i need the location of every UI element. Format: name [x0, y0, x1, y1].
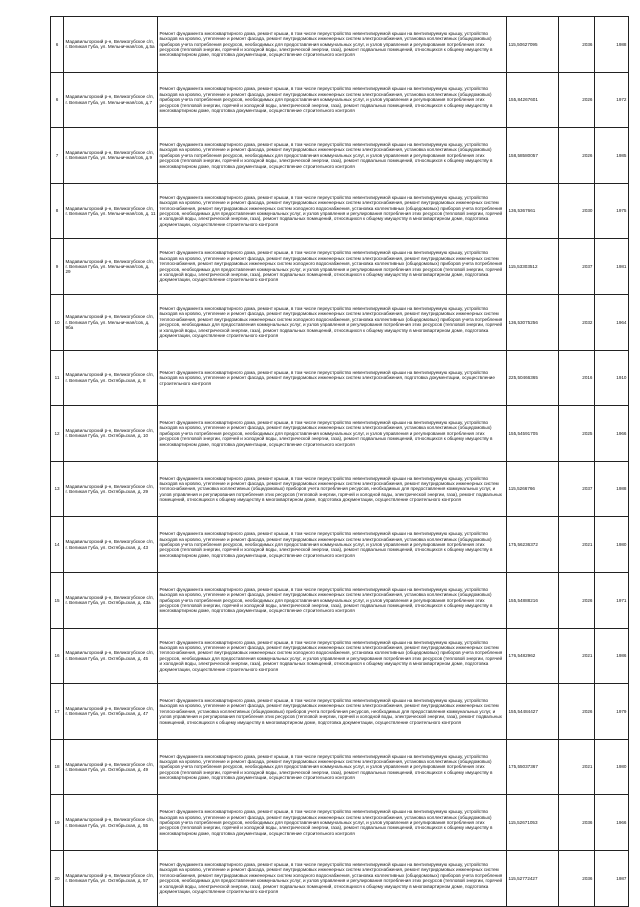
cost-cell: 115,5266766: [507, 461, 559, 517]
cost-cell: 115,52772427: [507, 850, 559, 906]
row-number: 7: [51, 128, 64, 184]
built-year-cell: 1980: [595, 517, 629, 573]
capital-repair-table: [50, 16, 629, 907]
row-number: 15: [51, 572, 64, 628]
row-number: 17: [51, 684, 64, 740]
table-row: [51, 17, 629, 73]
table-row: [51, 128, 629, 184]
works-cell: Ремонт фундамента многоквартирного дома, ремонт крыши, в том числе переустройство невентилируемой крыши на вентилируемую крышу, устройство выходов на кровлю, утепление и ремонт фасада, ремонт внутридомовых инженерных систем электроснабжения, установка коллективных (общедомовых) приборов учета потребления ресурсов, необходимых для предоставления коммунальных услуг, и узлов управления и регулирования потребления этих ресурсов (тепловой энергии, горячей и холодной воды, электрической энергии, газа), ремонт подвальных помещений, относящихся к общему имуществу в многоквартирном доме, подготовка документации, осуществление строительного контроля: [158, 406, 507, 462]
works-cell: Ремонт фундамента многоквартирного дома, ремонт крыши, в том числе переустройство невентилируемой крыши на вентилируемую крышу, устройство выходов на кровлю, утепление и ремонт фасада, ремонт внутридомовых инженерных систем электроснабжения, ремонт внутридомовых инженерных систем теплоснабжения, ремонт внутридомовых инженерных систем холодного водоснабжения, установка коллективных (общедомовых) приборов учета потребления ресурсов, необходимых для предоставления коммунальных услуг, и узлов управления и регулирования потребления этих ресурсов (тепловой энергии, горячей и холодной воды, электрической энергии, газа), ремонт подвальных помещений, относящихся к общему имуществу в многоквартирном доме, подготовка документации, осуществление строительного контроля: [158, 239, 507, 295]
table-row: [51, 294, 629, 350]
works-cell: Ремонт фундамента многоквартирного дома, ремонт крыши, в том числе переустройство невентилируемой крыши на вентилируемую крышу, устройство выходов на кровлю, утепление и ремонт фасада, ремонт внутридомовых инженерных систем электроснабжения, установка коллективных (общедомовых) приборов учета потребления ресурсов, необходимых для предоставления коммунальных услуг, и узлов управления и регулирования потребления этих ресурсов (тепловой энергии, горячей и холодной воды, электрической энергии, газа), ремонт подвальных помещений, относящихся к общему имуществу в многоквартирном доме, подготовка документации, осуществление строительного контроля: [158, 517, 507, 573]
address-cell: Мадавильгорский р-н, Великогубское с/п, г. Великая Губа, ул. Октябрьская, д. 8: [64, 350, 158, 406]
planned-year-cell: 2036: [559, 850, 595, 906]
works-cell: Ремонт фундамента многоквартирного дома, ремонт крыши, в том числе переустройство невентилируемой крыши на вентилируемую крышу, устройство выходов на кровлю, утепление и ремонт фасада, ремонт внутридомовых инженерных систем электроснабжения, ремонт внутридомовых инженерных систем теплоснабжения, установка коллективных (общедомовых) приборов учета потребления ресурсов, необходимых для предоставления коммунальных услуг, и узлов управления и регулирования потребления этих ресурсов (тепловой энергии, горячей и холодной воды, электрической энергии, газа), ремонт подвальных помещений, относящихся к общему имуществу в многоквартирном доме, подготовка документации, осуществление строительного контроля: [158, 461, 507, 517]
address-cell: Мадавильгорский р-н, Великогубское с/п, г. Великая Губа, ул. Мельничная/сов, д.5а: [64, 17, 158, 73]
built-year-cell: 1966: [595, 406, 629, 462]
cost-cell: 115,50627095: [507, 17, 559, 73]
cost-cell: 158,58580057: [507, 128, 559, 184]
planned-year-cell: 2037: [559, 461, 595, 517]
address-cell: Мадавильгорский р-н, Великогубское с/п, г. Великая Губа, ул. Мельничная/сов, д.7: [64, 72, 158, 128]
built-year-cell: 1979: [595, 684, 629, 740]
works-cell: Ремонт фундамента многоквартирного дома, ремонт крыши, в том числе переустройство невентилируемой крыши на вентилируемую крышу, устройство выходов на кровлю, утепление и ремонт фасада, ремонт внутридомовых инженерных систем электроснабжения, установка коллективных (общедомовых) приборов учета потребления ресурсов, необходимых для предоставления коммунальных услуг, и узлов управления и регулирования потребления этих ресурсов (тепловой энергии, горячей и холодной воды, электрической энергии, газа), ремонт подвальных помещений, относящихся к общему имуществу в многоквартирном доме, подготовка документации, осуществление строительного контроля: [158, 739, 507, 795]
table-row: [51, 684, 629, 740]
table-row: [51, 795, 629, 851]
built-year-cell: 1988: [595, 461, 629, 517]
planned-year-cell: 2036: [559, 17, 595, 73]
table-row: [51, 739, 629, 795]
built-year-cell: 1981: [595, 239, 629, 295]
table-row: [51, 183, 629, 239]
row-number: 18: [51, 739, 64, 795]
works-cell: Ремонт фундамента многоквартирного дома, ремонт крыши, в том числе переустройство невентилируемой крыши на вентилируемую крышу, устройство выходов на кровлю, утепление и ремонт фасада, ремонт внутридомовых инженерных систем электроснабжения, установка коллективных (общедомовых) приборов учета потребления ресурсов, необходимых для предоставления коммунальных услуг, и узлов управления и регулирования потребления этих ресурсов (тепловой энергии, горячей и холодной воды, электрической энергии, газа), ремонт подвальных помещений, относящихся к общему имуществу в многоквартирном доме, подготовка документации, осуществление строительного контроля: [158, 128, 507, 184]
address-cell: Мадавильгорский р-н, Великогубское с/п, г. Великая Губа, ул. Октябрьская, д. 43: [64, 517, 158, 573]
built-year-cell: 1910: [595, 350, 629, 406]
cost-cell: 155,54484427: [507, 684, 559, 740]
planned-year-cell: 2025: [559, 406, 595, 462]
works-cell: Ремонт фундамента многоквартирного дома, ремонт крыши, в том числе переустройство невентилируемой крыши на вентилируемую крышу, устройство выходов на кровлю, утепление и ремонт фасада, ремонт внутридомовых инженерных систем электроснабжения, установка коллективных (общедомовых) приборов учета потребления ресурсов, необходимых для предоставления коммунальных услуг, и узлов управления и регулирования потребления этих ресурсов (тепловой энергии, горячей и холодной воды, электрической энергии, газа), ремонт подвальных помещений, относящихся к общему имуществу в многоквартирном доме, подготовка документации, осуществление строительного контроля: [158, 572, 507, 628]
works-cell: Ремонт фундамента многоквартирного дома, ремонт крыши, в том числе переустройство невентилируемой крыши на вентилируемую крышу, устройство выходов на кровлю, утепление и ремонт фасада, ремонт внутридомовых инженерных систем электроснабжения, ремонт внутридомовых инженерных систем теплоснабжения, установка коллективных (общедомовых) приборов учета потребления ресурсов, необходимых для предоставления коммунальных услуг, и узлов управления и регулирования потребления этих ресурсов (тепловой энергии, горячей и холодной воды, электрической энергии, газа), ремонт подвальных помещений, относящихся к общему имуществу в многоквартирном доме, подготовка документации, осуществление строительного контроля: [158, 684, 507, 740]
row-number: 8: [51, 183, 64, 239]
cost-cell: 175,55037367: [507, 739, 559, 795]
address-cell: Мадавильгорский р-н, Великогубское с/п, г. Великая Губа, ул. Мельничная/сов, д. 9ба: [64, 294, 158, 350]
table-row: [51, 572, 629, 628]
built-year-cell: 1988: [595, 17, 629, 73]
planned-year-cell: 2026: [559, 72, 595, 128]
table-row: [51, 461, 629, 517]
row-number: 9: [51, 239, 64, 295]
planned-year-cell: 2021: [559, 628, 595, 684]
table-row: [51, 350, 629, 406]
cost-cell: 155,54888216: [507, 572, 559, 628]
row-number: 13: [51, 461, 64, 517]
planned-year-cell: 2026: [559, 684, 595, 740]
address-cell: Мадавильгорский р-н, Великогубское с/п, г. Великая Губа, ул. Мельничная/сов, д. 29: [64, 239, 158, 295]
address-cell: Мадавильгорский р-н, Великогубское с/п, г. Великая Губа, ул. Октябрьская, д. 55: [64, 795, 158, 851]
address-cell: Мадавильгорский р-н, Великогубское с/п, г. Великая Губа, ул. Октябрьская, д. 45: [64, 628, 158, 684]
planned-year-cell: 2026: [559, 128, 595, 184]
works-cell: Ремонт фундамента многоквартирного дома, ремонт крыши, в том числе переустройство невентилируемой крыши на вентилируемую крышу, устройство выходов на кровлю, утепление и ремонт фасада, ремонт внутридомовых инженерных систем электроснабжения, подготовка документации, осуществление строительного контроля: [158, 350, 507, 406]
row-number: 14: [51, 517, 64, 573]
planned-year-cell: 2037: [559, 239, 595, 295]
works-cell: Ремонт фундамента многоквартирного дома, ремонт крыши, в том числе переустройство невентилируемой крыши на вентилируемую крышу, устройство выходов на кровлю, утепление и ремонт фасада, ремонт внутридомовых инженерных систем электроснабжения, установка коллективных (общедомовых) приборов учета потребления ресурсов, необходимых для предоставления коммунальных услуг, и узлов управления и регулирования потребления этих ресурсов (тепловой энергии, горячей и холодной воды, электрической энергии, газа), ремонт подвальных помещений, относящихся к общему имуществу в многоквартирном доме, подготовка документации, осуществление строительного контроля: [158, 72, 507, 128]
cost-cell: 115,53303512: [507, 239, 559, 295]
table-row: [51, 850, 629, 906]
row-number: 19: [51, 795, 64, 851]
works-cell: Ремонт фундамента многоквартирного дома, ремонт крыши, в том числе переустройство невентилируемой крыши на вентилируемую крышу, устройство выходов на кровлю, утепление и ремонт фасада, ремонт внутридомовых инженерных систем электроснабжения, ремонт внутридомовых инженерных систем теплоснабжения, ремонт внутридомовых инженерных систем холодного водоснабжения, установка коллективных (общедомовых) приборов учета потребления ресурсов, необходимых для предоставления коммунальных услуг, и узлов управления и регулирования потребления этих ресурсов (тепловой энергии, горячей и холодной воды, электрической энергии, газа), ремонт подвальных помещений, относящихся к общему имуществу в многоквартирном доме, подготовка документации, осуществление строительного контроля: [158, 850, 507, 906]
table-row: [51, 239, 629, 295]
table-row: [51, 406, 629, 462]
address-cell: Мадавильгорский р-н, Великогубское с/п, г. Великая Губа, ул. Октябрьская, д. 43а: [64, 572, 158, 628]
table-row: [51, 72, 629, 128]
row-number: 12: [51, 406, 64, 462]
address-cell: Мадавильгорский р-н, Великогубское с/п, г. Великая Губа, ул. Октябрьская, д. 49: [64, 739, 158, 795]
planned-year-cell: 2021: [559, 739, 595, 795]
built-year-cell: 1975: [595, 183, 629, 239]
planned-year-cell: 2030: [559, 183, 595, 239]
table-body: [51, 17, 629, 907]
works-cell: Ремонт фундамента многоквартирного дома, ремонт крыши, в том числе переустройство невентилируемой крыши на вентилируемую крышу, устройство выходов на кровлю, утепление и ремонт фасада, ремонт внутридомовых инженерных систем электроснабжения, установка коллективных (общедомовых) приборов учета потребления ресурсов, необходимых для предоставления коммунальных услуг, и узлов управления и регулирования потребления этих ресурсов (тепловой энергии, горячей и холодной воды, электрической энергии, газа), ремонт подвальных помещений, относящихся к общему имуществу в многоквартирном доме, подготовка документации, осуществление строительного контроля: [158, 795, 507, 851]
cost-cell: 155,84267601: [507, 72, 559, 128]
row-number: 6: [51, 72, 64, 128]
built-year-cell: 1986: [595, 628, 629, 684]
built-year-cell: 1964: [595, 294, 629, 350]
address-cell: Мадавильгорский р-н, Великогубское с/п, г. Великая Губа, ул. Октябрьская, д. 29: [64, 461, 158, 517]
row-number: 10: [51, 294, 64, 350]
planned-year-cell: 2032: [559, 294, 595, 350]
cost-cell: 176,5482962: [507, 628, 559, 684]
row-number: 11: [51, 350, 64, 406]
built-year-cell: 1980: [595, 739, 629, 795]
row-number: 20: [51, 850, 64, 906]
cost-cell: 225,50466365: [507, 350, 559, 406]
works-cell: Ремонт фундамента многоквартирного дома, ремонт крыши, в том числе переустройство невентилируемой крыши на вентилируемую крышу, устройство выходов на кровлю, утепление и ремонт фасада, ремонт внутридомовых инженерных систем электроснабжения, ремонт внутридомовых инженерных систем теплоснабжения, ремонт внутридомовых инженерных систем холодного водоснабжения, установка коллективных (общедомовых) приборов учета потребления ресурсов, необходимых для предоставления коммунальных услуг, и узлов управления и регулирования потребления этих ресурсов (тепловой энергии, горячей и холодной воды, электрической энергии, газа), ремонт подвальных помещений, относящихся к общему имуществу в многоквартирном доме, подготовка документации, осуществление строительного контроля: [158, 183, 507, 239]
cost-cell: 155,54591705: [507, 406, 559, 462]
built-year-cell: 1971: [595, 572, 629, 628]
table-row: [51, 517, 629, 573]
planned-year-cell: 2021: [559, 517, 595, 573]
planned-year-cell: 2016: [559, 350, 595, 406]
works-cell: Ремонт фундамента многоквартирного дома, ремонт крыши, в том числе переустройство невентилируемой крыши на вентилируемую крышу, устройство выходов на кровлю, утепление и ремонт фасада, ремонт внутридомовых инженерных систем электроснабжения, ремонт внутридомовых инженерных систем теплоснабжения, ремонт внутридомовых инженерных систем холодного водоснабжения, установка коллективных (общедомовых) приборов учета потребления ресурсов, необходимых для предоставления коммунальных услуг, и узлов управления и регулирования потребления этих ресурсов (тепловой энергии, горячей и холодной воды, электрической энергии, газа), ремонт подвальных помещений, относящихся к общему имуществу в многоквартирном доме, подготовка документации, осуществление строительного контроля: [158, 294, 507, 350]
built-year-cell: 1972: [595, 72, 629, 128]
planned-year-cell: 2026: [559, 572, 595, 628]
address-cell: Мадавильгорский р-н, Великогубское с/п, г. Великая Губа, ул. Мельничная/сов, д. 11: [64, 183, 158, 239]
address-cell: Мадавильгорский р-н, Великогубское с/п, г. Великая Губа, ул. Мельничная/сов, д.9: [64, 128, 158, 184]
address-cell: Мадавильгорский р-н, Великогубское с/п, г. Великая Губа, ул. Октябрьская, д. 47: [64, 684, 158, 740]
built-year-cell: 1985: [595, 128, 629, 184]
address-cell: Мадавильгорский р-н, Великогубское с/п, г. Великая Губа, ул. Октябрьская, д. 57: [64, 850, 158, 906]
cost-cell: 136,53075256: [507, 294, 559, 350]
cost-cell: 136,5367661: [507, 183, 559, 239]
row-number: 16: [51, 628, 64, 684]
row-number: 6: [51, 17, 64, 73]
table-row: [51, 628, 629, 684]
address-cell: Мадавильгорский р-н, Великогубское с/п, г. Великая Губа, ул. Октябрьская, д. 10: [64, 406, 158, 462]
works-cell: Ремонт фундамента многоквартирного дома, ремонт крыши, в том числе переустройство невентилируемой крыши на вентилируемую крышу, устройство выходов на кровлю, утепление и ремонт фасада, ремонт внутридомовых инженерных систем электроснабжения, установка коллективных (общедомовых) приборов учета потребления ресурсов, необходимых для предоставления коммунальных услуг, и узлов управления и регулирования потребления этих ресурсов (тепловой энергии, горячей и холодной воды, электрической энергии, газа), ремонт подвальных помещений, относящихся к общему имуществу в многоквартирном доме, подготовка документации, осуществление строительного контроля: [158, 17, 507, 73]
built-year-cell: 1966: [595, 795, 629, 851]
cost-cell: 175,56236372: [507, 517, 559, 573]
works-cell: Ремонт фундамента многоквартирного дома, ремонт крыши, в том числе переустройство невентилируемой крыши на вентилируемую крышу, устройство выходов на кровлю, утепление и ремонт фасада, ремонт внутридомовых инженерных систем электроснабжения, ремонт внутридомовых инженерных систем теплоснабжения, ремонт внутридомовых инженерных систем холодного водоснабжения, установка коллективных (общедомовых) приборов учета потребления ресурсов, необходимых для предоставления коммунальных услуг, и узлов управления и регулирования потребления этих ресурсов (тепловой энергии, горячей и холодной воды, электрической энергии, газа), ремонт подвальных помещений, относящихся к общему имуществу в многоквартирном доме, подготовка документации, осуществление строительного контроля: [158, 628, 507, 684]
planned-year-cell: 2036: [559, 795, 595, 851]
built-year-cell: 1987: [595, 850, 629, 906]
cost-cell: 115,52671053: [507, 795, 559, 851]
